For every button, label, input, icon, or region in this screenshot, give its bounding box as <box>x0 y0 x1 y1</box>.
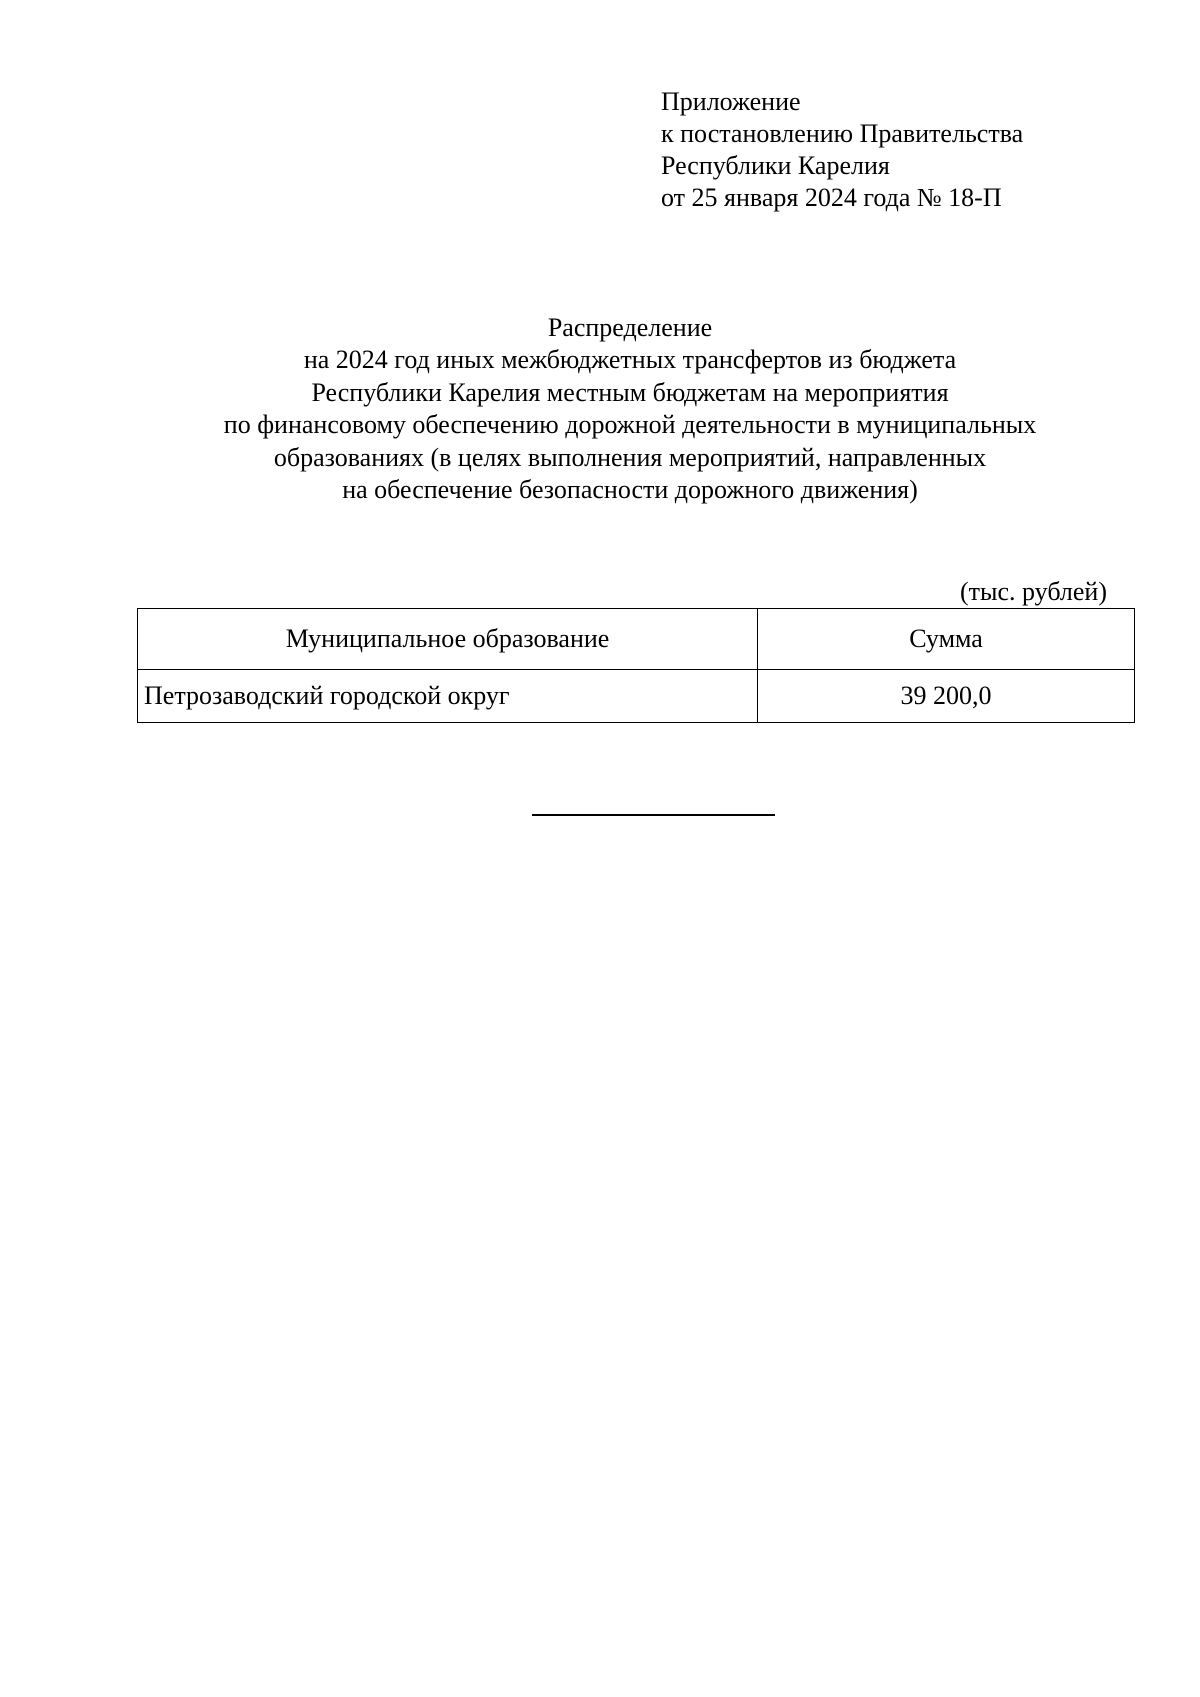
end-divider <box>532 814 775 816</box>
units-label: (тыс. рублей) <box>959 577 1107 606</box>
appendix-line: Приложение <box>661 87 801 116</box>
title-line: на обеспечение безопасности дорожного движения) <box>342 475 918 505</box>
header-sum: Сумма <box>758 609 1135 670</box>
title-line: по финансовому обеспечению дорожной деятельности в муниципальных <box>223 410 1037 440</box>
title-line: на 2024 год иных межбюджетных трансфертов из бюджета <box>303 345 957 375</box>
cell-municipality: Петрозаводский городской округ <box>138 670 758 723</box>
cell-sum: 39 200,0 <box>758 670 1135 723</box>
appendix-line: от 25 января 2024 года № 18-П <box>661 183 1002 212</box>
title-line: образованиях (в целях выполнения мероприятий, направленных <box>273 442 987 472</box>
appendix-line: Республики Карелия <box>661 151 890 180</box>
appendix-line: к постановлению Правительства <box>661 119 1024 148</box>
appendix-header <box>661 86 1023 214</box>
title-line: Распределение <box>547 313 713 342</box>
document-title <box>130 312 1130 506</box>
title-line: Республики Карелия местным бюджетам на мероприятия <box>311 377 949 407</box>
table-row <box>138 670 1135 723</box>
table-header-row <box>138 609 1135 670</box>
distribution-table <box>137 608 1135 723</box>
header-municipality: Муниципальное образование <box>138 609 758 670</box>
